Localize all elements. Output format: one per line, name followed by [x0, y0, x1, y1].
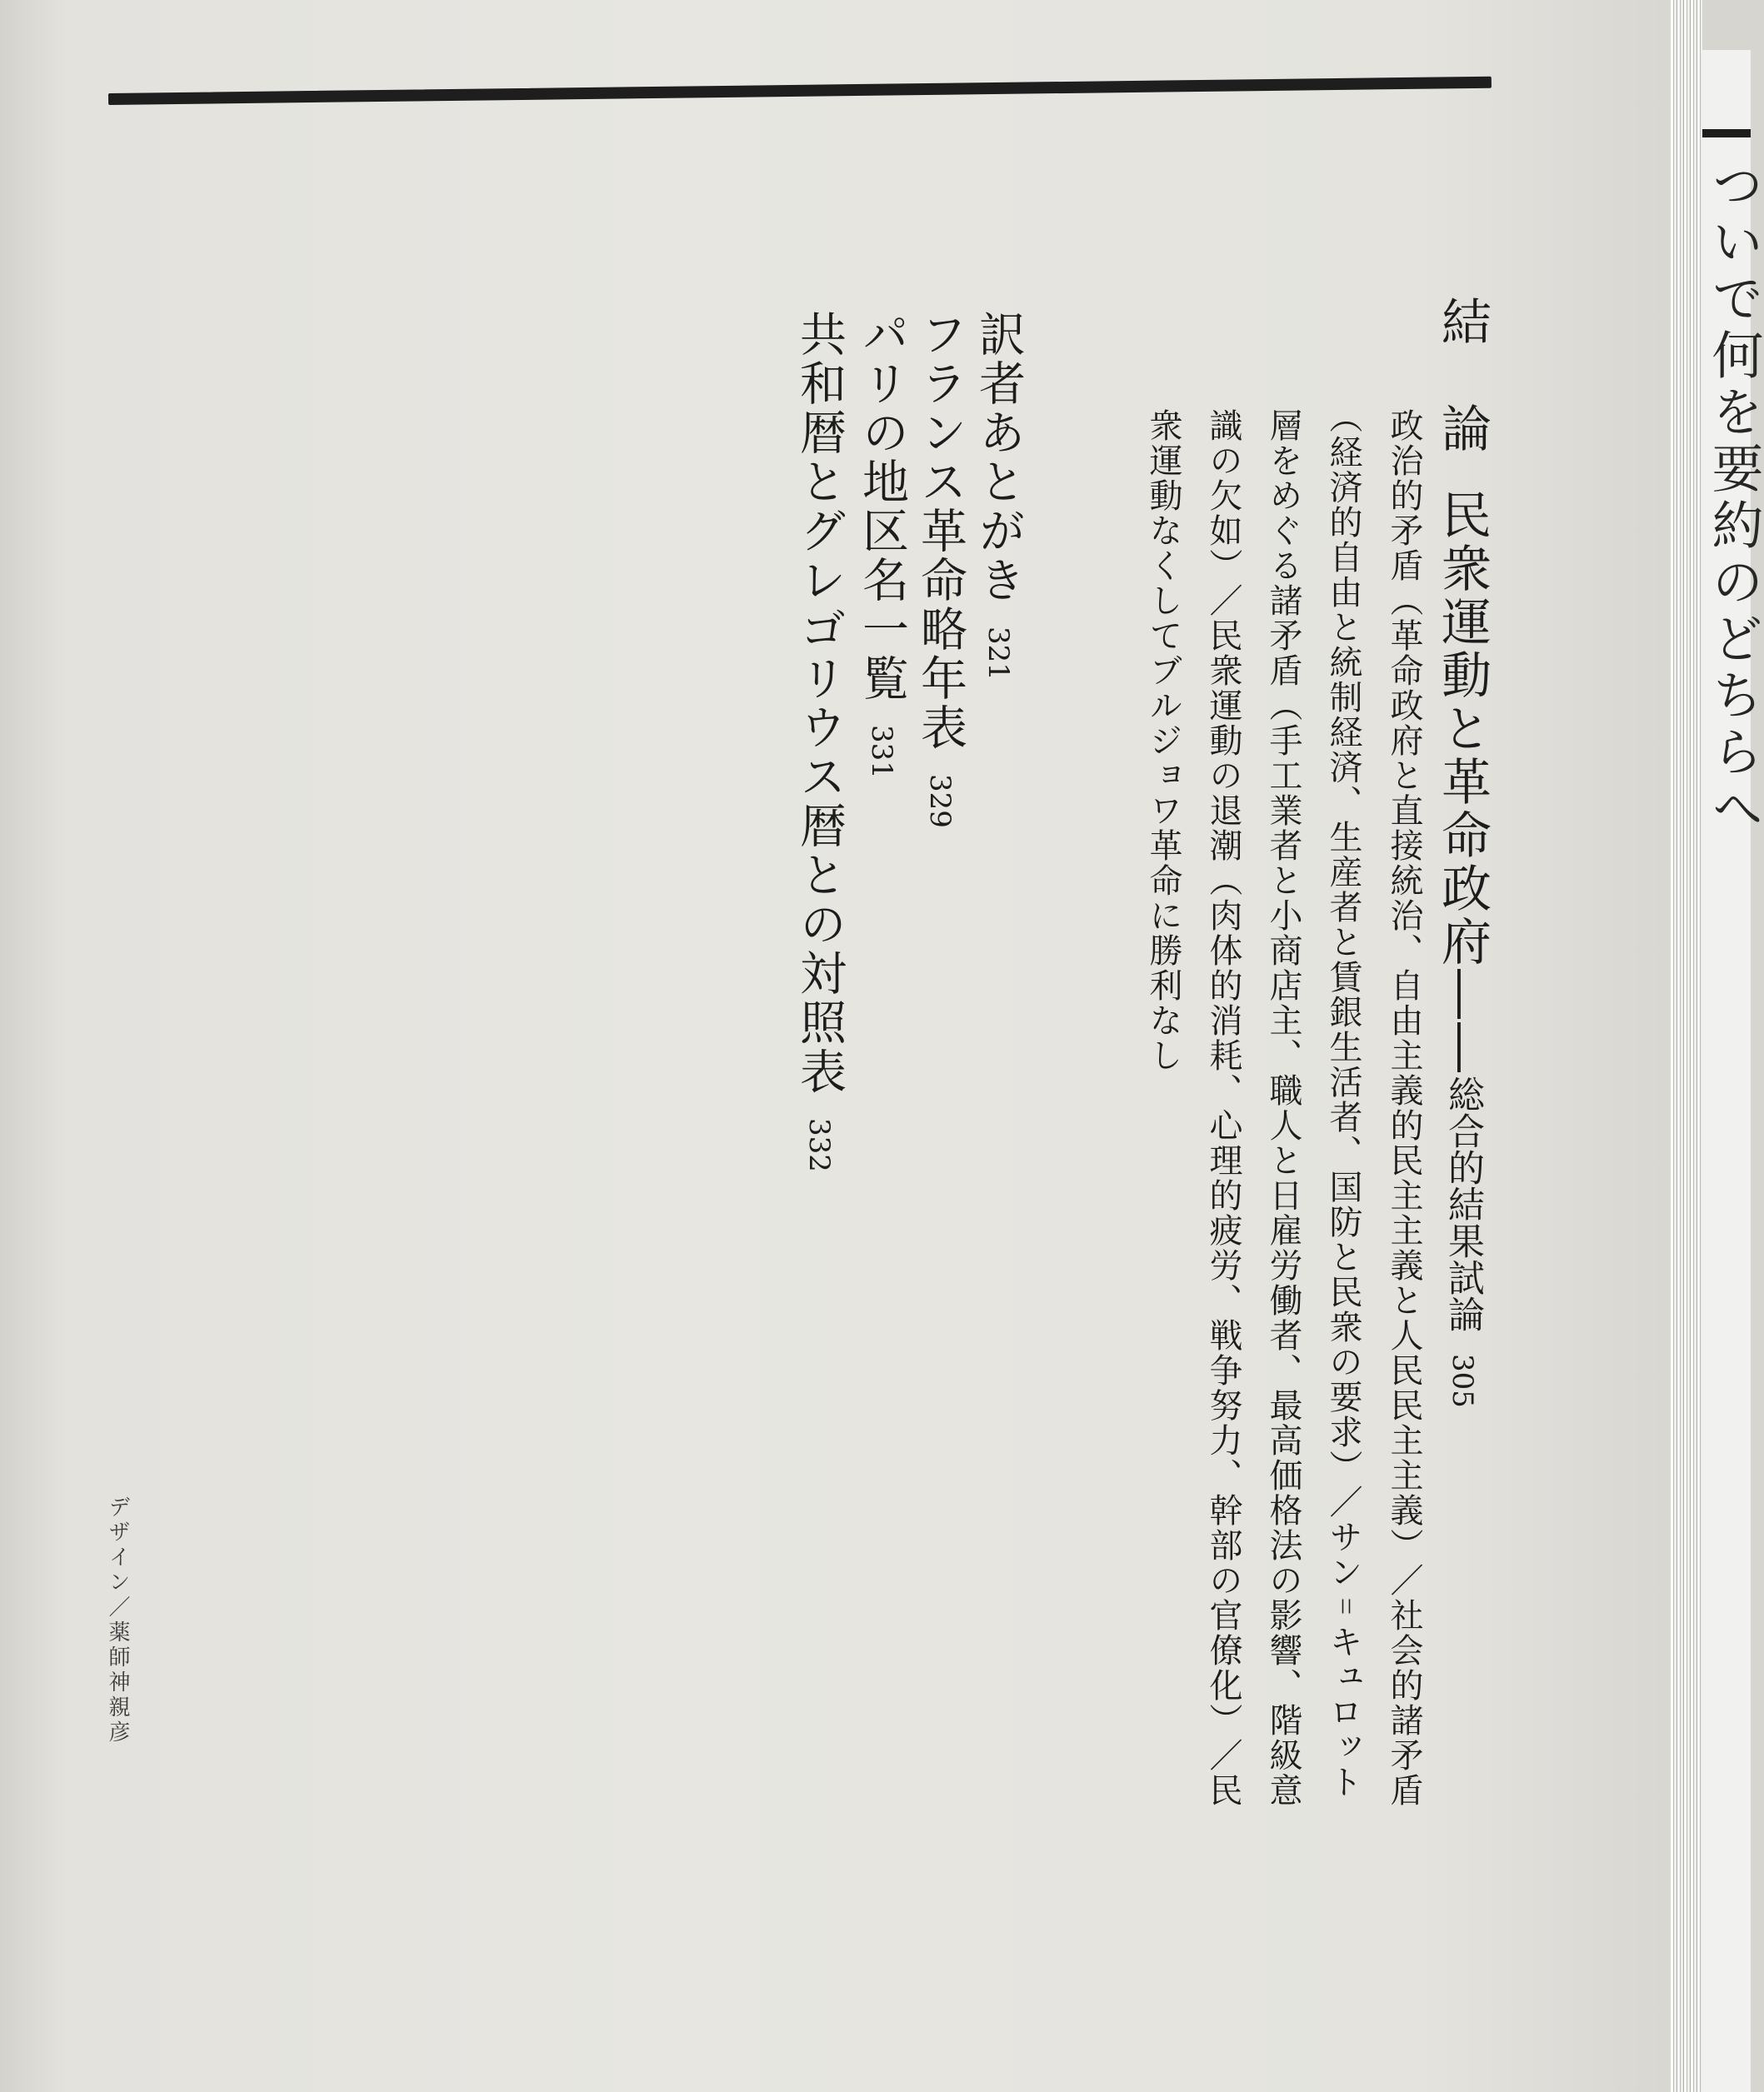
- toc-entry[interactable]: [855, 310, 909, 779]
- title-dash: ――: [1433, 969, 1492, 1076]
- designer-credit: デザイン／薬師神親彦: [105, 1495, 130, 1745]
- entry-page: 329: [923, 774, 957, 828]
- entry-page: 331: [865, 725, 898, 779]
- toc-entry[interactable]: [913, 310, 967, 828]
- description-line: 衆運動なくしてブルジョワ革命に勝利なし: [1144, 408, 1182, 1073]
- entry-title: パリの地区名一覧: [855, 310, 909, 703]
- adjacent-page: [1702, 50, 1764, 2092]
- chapter-subtitle: 総合的結果試論: [1442, 1076, 1484, 1332]
- toc-entry[interactable]: [792, 310, 847, 1172]
- chapter-label: 結 論: [1433, 296, 1492, 456]
- entry-title: 訳者あとがき: [972, 310, 1026, 605]
- page-edges: [1671, 0, 1702, 2092]
- description-line: （経済的自由と統制経済、生産者と賃銀生活者、国防と民衆の要求）／サン゠キュロット: [1324, 400, 1362, 1800]
- entry-page: 321: [982, 627, 1015, 681]
- entry-page: 332: [802, 1118, 836, 1172]
- toc-entry[interactable]: [972, 310, 1026, 681]
- description-line: 層をめぐる諸矛盾（手工業者と小商店主、職人と日雇労働者、最高価格法の影響、階級意: [1264, 408, 1302, 1808]
- page-number: 305: [1446, 1354, 1479, 1408]
- adjacent-rule: [1702, 129, 1751, 137]
- conclusion-heading: [1433, 296, 1492, 1408]
- entry-title: 共和暦とグレゴリウス暦との対照表: [792, 310, 847, 1096]
- chapter-title: 民衆運動と革命政府: [1433, 489, 1492, 969]
- header-rule: [108, 77, 1492, 105]
- entry-title: フランス革命略年表: [913, 310, 967, 752]
- adjacent-page-text: ついで何を要約のどちらへ: [1703, 158, 1764, 838]
- description-line: 識の欠如）／民衆運動の退潮（肉体的消耗、心理的疲労、戦争努力、幹部の官僚化）／民: [1204, 408, 1242, 1808]
- description-line: 政治的矛盾（革命政府と直接統治、自由主義的民主主義と人民民主主義）／社会的諸矛盾: [1385, 408, 1423, 1808]
